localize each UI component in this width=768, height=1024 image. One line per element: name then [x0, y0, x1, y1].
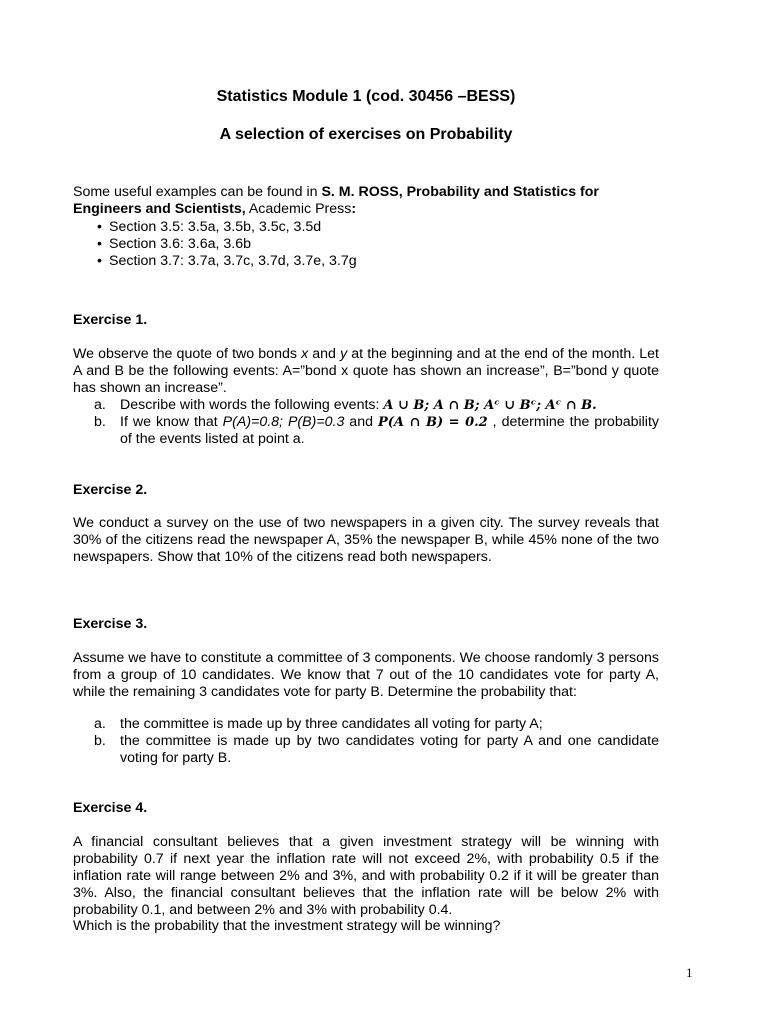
variable-y: y — [340, 346, 348, 362]
intro-paragraph — [73, 184, 659, 218]
set-expressions: A ∪ B; A ∩ B; Aᶜ ∪ Bᶜ; Aᶜ ∩ B. — [383, 398, 597, 413]
section-list — [97, 219, 357, 270]
exercise-1-text-part: at the beginning and at the end of the month. Let A and B be the following events: A=”bond x quote has shown an increase”, B=”bond y quote has shown an increase”. — [73, 346, 660, 396]
page-number: 1 — [686, 965, 693, 980]
exercise-4-question: Which is the probability that the investment strategy will be winning? — [73, 918, 501, 934]
exercise-4-heading: Exercise 4. — [73, 800, 148, 816]
item-text: and — [344, 414, 378, 430]
list-item — [91, 733, 659, 767]
exercise-4-text: A financial consultant believes that a given investment strategy will be winning with probability 0.7 if next year the inflation rate will not exceed 2%, with probability 0.5 if the inflation rate will range between 2% and 3%, and with probability 0.2 if it will be greater than 3%. Also, the financial consultant believes that the inflation rate will be below 2% with probability 0.1, and between 2% and 3% with probability 0.4. — [73, 834, 659, 918]
list-item — [91, 414, 659, 448]
exercise-1-subitems — [91, 397, 659, 448]
exercise-1-heading: Exercise 1. — [73, 312, 148, 328]
item-label: a. — [94, 397, 106, 413]
variable-x: x — [301, 346, 309, 362]
document-title: Statistics Module 1 (cod. 30456 –BESS) — [216, 88, 516, 105]
item-text: the committee is made up by three candidates all voting for party A; — [120, 716, 543, 732]
intro-lead: Some useful examples can be found in — [73, 184, 322, 200]
intro-colon: : — [351, 201, 357, 217]
item-text: If we know that — [120, 414, 223, 430]
exercise-2-text: We conduct a survey on the use of two newspapers in a given city. The survey reveals that 30% of the citizens read the newspaper A, 35% the newspaper B, while 45% none of the two newspapers. Show that 10% of the citizens read both newspapers. — [73, 515, 659, 565]
item-text: the committee is made up by two candidates voting for party A and one candidate voting for party B. — [120, 733, 659, 766]
exercise-3-heading: Exercise 3. — [73, 616, 148, 632]
list-item — [91, 716, 659, 733]
exercise-1-text-part: and — [308, 346, 341, 362]
list-item: • Section 3.7: 3.7a, 3.7c, 3.7d, 3.7e, 3.7g — [97, 253, 357, 270]
item-label: a. — [94, 716, 106, 732]
list-item: • Section 3.5: 3.5a, 3.5b, 3.5c, 3.5d — [97, 219, 357, 236]
item-label: b. — [94, 733, 106, 749]
list-item — [91, 397, 659, 414]
exercise-2-heading: Exercise 2. — [73, 482, 148, 498]
probability-values: P(A)=0.8; P(B)=0.3 — [222, 414, 345, 430]
book-reference: S. M. ROSS, Probability and Statistics for Engineers and Scientists, — [73, 184, 599, 217]
exercise-3-subitems — [91, 716, 659, 767]
item-label: b. — [94, 414, 106, 430]
exercise-3-text: Assume we have to constitute a committee of 3 components. We choose randomly 3 persons from a group of 10 candidates. We know that 7 out of the 10 candidates vote for party A, while the remaining 3 candidates vote for party B. Determine the probability that: — [73, 650, 659, 700]
exercise-1-text — [73, 346, 659, 397]
publisher: Academic Press — [245, 201, 352, 217]
item-text: , determine the probability of the events listed at point a. — [120, 414, 659, 447]
intersection-probability: P(A ∩ B) = 0.2 — [377, 415, 488, 430]
item-text: Describe with words the following events: — [120, 397, 384, 413]
list-item: • Section 3.6: 3.6a, 3.6b — [97, 236, 357, 253]
document-subtitle: A selection of exercises on Probability — [219, 126, 513, 143]
exercise-1-text-part: We observe the quote of two bonds — [73, 346, 302, 362]
